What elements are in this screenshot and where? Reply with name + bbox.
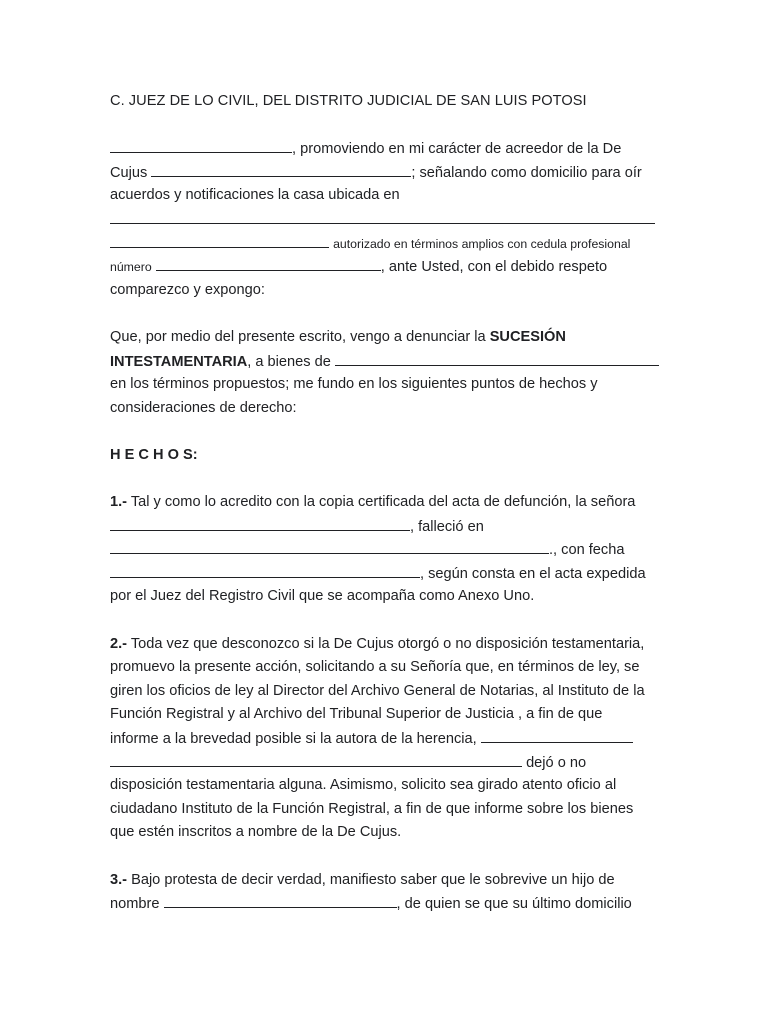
hecho-2-text-6: dejó o no: [526, 754, 587, 771]
petition-text-3: en los términos propuestos; me fundo en los siguientes puntos de hechos y: [110, 376, 598, 393]
petition-text-4: consideraciones de derecho:: [110, 399, 297, 416]
hecho-3-text-2a: nombre: [110, 896, 160, 913]
intro-text-7: comparezco y expongo:: [110, 281, 265, 298]
hecho-2-number: 2.-: [110, 635, 128, 652]
hecho-2-text-4: Función Registral y al Archivo del Tribunal Superior de Justicia , a fin de que: [110, 706, 603, 723]
intro-text-5: autorizado en términos amplios con cedula profesional: [333, 236, 631, 251]
hechos-heading: H E C H O S:: [110, 446, 198, 463]
addressee-heading: C. JUEZ DE LO CIVIL, DEL DISTRITO JUDICIAL DE SAN LUIS POTOSI: [110, 93, 587, 109]
blank-testator-name-a[interactable]: [481, 727, 633, 743]
petition-paragraph: [110, 326, 655, 420]
hecho-2-text-2: promuevo la presente acción, solicitando a su Señoría que, en términos de ley, se: [110, 659, 640, 676]
intro-text-6a: número: [110, 260, 152, 275]
blank-promovente-name[interactable]: [110, 137, 292, 153]
hecho-2-text-9: que estén inscritos a nombre de la De Cujus.: [110, 824, 402, 841]
petition-bold-1: SUCESIÓN: [489, 328, 566, 345]
hecho-2: [110, 633, 655, 845]
petition-bold-2: INTESTAMENTARIA: [110, 353, 248, 370]
petition-text-2b: , a bienes de: [247, 353, 331, 370]
blank-heir-name[interactable]: [164, 892, 397, 908]
blank-address[interactable]: [110, 208, 655, 224]
hecho-3-text-1: Bajo protesta de decir verdad, manifiesto saber que le sobrevive un hijo de: [131, 871, 615, 888]
hecho-2-text-7: disposición testamentaria alguna. Asimismo, solicito sea girado atento oficio al: [110, 777, 617, 794]
petition-text-1a: Que, por medio del presente escrito, vengo a denunciar la: [110, 328, 486, 345]
hecho-1: [110, 491, 655, 609]
hecho-1-number: 1.-: [110, 494, 128, 511]
hecho-1-text-5: por el Juez del Registro Civil que se acompaña como Anexo Uno.: [110, 588, 535, 605]
hecho-1-text-1: Tal y como lo acredito con la copia certificada del acta de defunción, la señora: [130, 494, 636, 511]
hecho-3-number: 3.-: [110, 871, 128, 888]
blank-authorized-person[interactable]: [110, 232, 329, 248]
intro-text-3: acuerdos y notificaciones la casa ubicada en: [110, 187, 400, 204]
blank-death-date[interactable]: [110, 562, 420, 578]
intro-text-2b: ; señalando como domicilio para oír: [411, 164, 642, 181]
hecho-2-text-5: informe a la brevedad posible si la autora de la herencia,: [110, 731, 477, 748]
hecho-1-text-4: , según consta en el acta expedida: [420, 565, 646, 582]
blank-decujus-name[interactable]: [151, 161, 411, 177]
hecho-3-text-2b: , de quien se que su último domicilio: [396, 896, 632, 913]
hecho-1-text-2: , falleció en: [410, 518, 484, 535]
blank-testator-name-b[interactable]: [110, 751, 522, 767]
intro-text-6b: , ante Usted, con el debido respeto: [380, 259, 608, 276]
intro-text-1: , promoviendo en mi carácter de acreedor de la De: [292, 141, 622, 158]
intro-text-2a: Cujus: [110, 164, 148, 181]
document-page: [110, 90, 655, 916]
hecho-2-text-3: giren los oficios de ley al Director del Archivo General de Notarias, al Instituto de la: [110, 682, 645, 699]
blank-license-number[interactable]: [156, 255, 381, 271]
blank-estate-name[interactable]: [335, 350, 659, 366]
blank-death-place[interactable]: [110, 538, 549, 554]
hecho-1-text-3: ., con fecha: [549, 542, 625, 559]
hecho-2-text-1: Toda vez que desconozco si la De Cujus otorgó o no disposición testamentaria,: [130, 635, 645, 652]
blank-deceased-name[interactable]: [110, 515, 410, 531]
intro-paragraph: [110, 137, 655, 302]
hecho-2-text-8: ciudadano Instituto de la Función Registral, a fin de que informe sobre los bienes: [110, 800, 634, 817]
hecho-3: [110, 869, 655, 916]
